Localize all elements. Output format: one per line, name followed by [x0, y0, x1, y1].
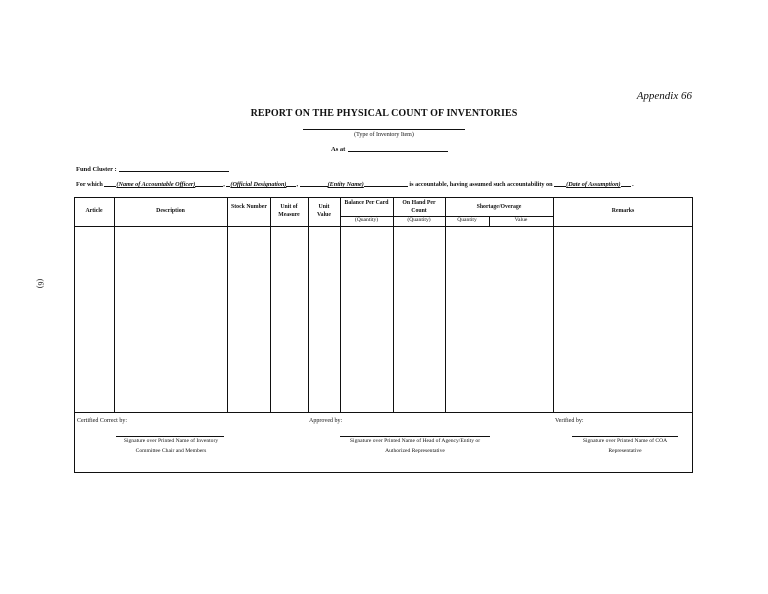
blank — [104, 186, 116, 187]
blank — [364, 186, 408, 187]
accountable-text: is accountable, having assumed such accountability on — [409, 181, 553, 188]
as-at-label: As at — [331, 146, 346, 153]
subheader-on-hand-quantity: (Quantity) — [407, 217, 431, 223]
for-which-line: For which (Name of Accountable Officer) , (Official Designation) , (Entity Name) is accountable, having assumed such accountability on (Date of Assumption) . — [76, 181, 634, 188]
column-divider — [114, 197, 115, 412]
column-divider — [270, 197, 271, 412]
column-header-description: Description — [156, 208, 185, 214]
fund-cluster-label: Fund Cluster : — [76, 166, 117, 173]
designation-placeholder: (Official Designation) — [230, 181, 287, 188]
type-of-item-label: (Type of Inventory Item) — [354, 132, 414, 138]
appendix-number: Appendix 66 — [636, 90, 692, 102]
column-divider — [340, 197, 341, 412]
for-which-prefix: For which — [76, 181, 103, 188]
approved-by-label: Approved by: — [309, 418, 343, 424]
as-at-field — [331, 146, 448, 153]
column-header-balance-per-card: Balance Per Card — [344, 200, 389, 206]
fund-cluster-blank — [119, 171, 229, 172]
date-placeholder: (Date of Assumption) — [566, 181, 621, 188]
blank — [554, 186, 566, 187]
inventory-table-frame — [74, 197, 693, 473]
column-divider — [445, 197, 446, 412]
column-header-unit-value: Unit Value — [317, 204, 331, 218]
subheader-shortage-value: Value — [514, 217, 528, 223]
column-header-article: Article — [85, 208, 103, 214]
column-header-on-hand-per-count: On Hand Per Count — [402, 200, 436, 214]
officer-placeholder: (Name of Accountable Officer) — [116, 181, 196, 188]
type-of-item-line — [303, 129, 465, 130]
subheader-balance-quantity: (Quantity) — [354, 217, 379, 223]
column-divider — [308, 197, 309, 412]
header-bottom-line — [74, 226, 693, 227]
column-header-remarks: Remarks — [611, 208, 635, 214]
blank — [286, 186, 296, 187]
verified-by-label: Verified by: — [555, 418, 584, 424]
column-divider — [393, 197, 394, 412]
page-side-mark: (6) — [36, 278, 46, 289]
fund-cluster-field — [76, 166, 229, 173]
table-body-bottom-line — [74, 412, 693, 413]
column-divider — [227, 197, 228, 412]
subheader-shortage-quantity: Quantity — [457, 217, 477, 223]
certified-correct-label: Certified Correct by: — [77, 418, 127, 424]
approved-signature-caption: Signature over Printed Name of Head of Agency/Entity or Authorized Representative — [349, 438, 481, 454]
blank — [195, 186, 223, 187]
blank — [621, 186, 631, 187]
column-header-unit-of-measure: Unit of Measure — [278, 204, 300, 218]
as-at-blank — [348, 151, 448, 152]
column-header-shortage-overage: Shortage/Overage — [476, 204, 522, 210]
column-header-stock-number: Stock Number — [231, 204, 267, 210]
certified-signature-caption: Signature over Printed Name of Inventory Committee Chair and Members — [123, 438, 219, 454]
page-title: REPORT ON THE PHYSICAL COUNT OF INVENTORIES — [250, 108, 518, 119]
blank — [300, 186, 328, 187]
verified-signature-caption: Signature over Printed Name of COA Representative — [582, 438, 668, 454]
column-divider — [553, 197, 554, 412]
entity-placeholder: (Entity Name) — [327, 181, 364, 188]
